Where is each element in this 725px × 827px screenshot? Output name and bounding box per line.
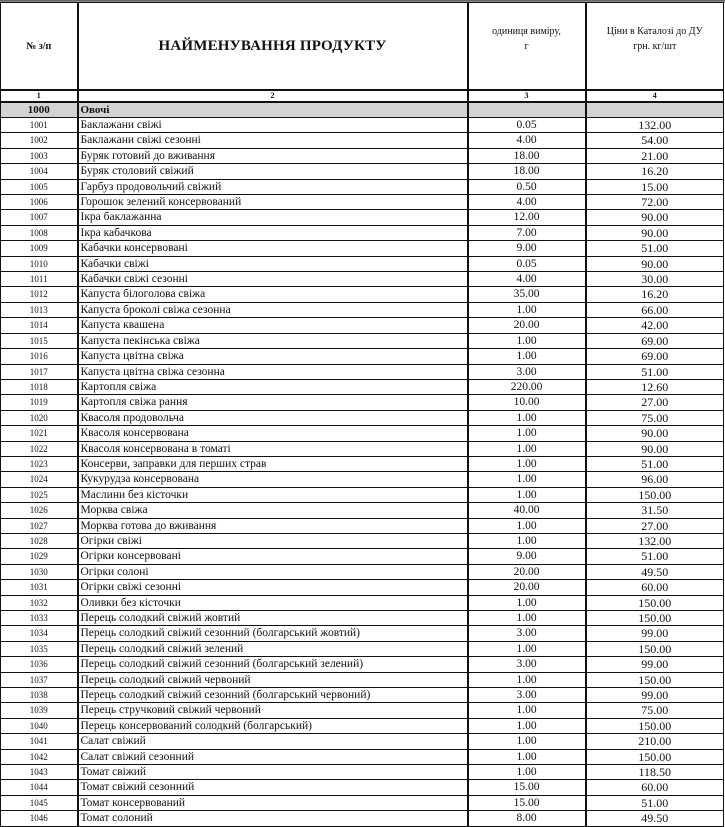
- table-row: [1, 225, 724, 240]
- unit-value: 0.05: [468, 118, 586, 133]
- row-number: 1033: [1, 611, 78, 626]
- unit-value: 1.00: [468, 611, 586, 626]
- unit-value: 18.00: [468, 148, 586, 163]
- table-row: [1, 456, 724, 471]
- product-name: Огірки консервовані: [78, 549, 468, 564]
- unit-value: 1.00: [468, 718, 586, 733]
- product-name: Перець стручковий свіжий червоний: [78, 703, 468, 718]
- table-row: [1, 287, 724, 302]
- product-name: Буряк готовий до вживання: [78, 148, 468, 163]
- table-row: [1, 148, 724, 163]
- unit-value: 1.00: [468, 734, 586, 749]
- table-row: [1, 241, 724, 256]
- product-name: Оливки без кісточки: [78, 595, 468, 610]
- product-name: Томат свіжий: [78, 765, 468, 780]
- product-name: Кабачки свіжі сезонні: [78, 272, 468, 287]
- price-value: 27.00: [586, 518, 724, 533]
- row-number: 1004: [1, 164, 78, 179]
- row-number: 1038: [1, 688, 78, 703]
- product-name: Капуста цвітна свіжа сезонна: [78, 364, 468, 379]
- row-number: 1043: [1, 765, 78, 780]
- price-value: 42.00: [586, 318, 724, 333]
- category-price-empty: [586, 102, 724, 118]
- product-name: Картопля свіжа рання: [78, 395, 468, 410]
- table-row: [1, 318, 724, 333]
- table-row: [1, 349, 724, 364]
- price-value: 99.00: [586, 626, 724, 641]
- row-number: 1022: [1, 441, 78, 456]
- row-number: 1011: [1, 272, 78, 287]
- row-number: 1019: [1, 395, 78, 410]
- price-value: 75.00: [586, 410, 724, 425]
- unit-value: 8.00: [468, 811, 586, 826]
- unit-value: 20.00: [468, 318, 586, 333]
- row-number: 1006: [1, 195, 78, 210]
- price-value: 51.00: [586, 795, 724, 810]
- price-value: 150.00: [586, 487, 724, 502]
- product-name: Маслини без кісточки: [78, 487, 468, 502]
- unit-value: 1.00: [468, 441, 586, 456]
- price-value: 66.00: [586, 302, 724, 317]
- row-number: 1017: [1, 364, 78, 379]
- unit-value: 3.00: [468, 364, 586, 379]
- column-number: 4: [586, 90, 724, 102]
- category-unit-empty: [468, 102, 586, 118]
- unit-value: 1.00: [468, 672, 586, 687]
- product-name: Картопля свіжа: [78, 379, 468, 394]
- unit-value: 1.00: [468, 472, 586, 487]
- unit-value: 1.00: [468, 641, 586, 656]
- product-name: Томат солоний: [78, 811, 468, 826]
- product-name: Квасоля консервована в томаті: [78, 441, 468, 456]
- table-row: [1, 703, 724, 718]
- unit-value: 3.00: [468, 657, 586, 672]
- product-name: Салат свіжий: [78, 734, 468, 749]
- table-row: [1, 564, 724, 579]
- unit-value: 7.00: [468, 225, 586, 240]
- product-name: Перець солодкий свіжий зелений: [78, 641, 468, 656]
- product-name: Квасоля продовольча: [78, 410, 468, 425]
- unit-value: 1.00: [468, 426, 586, 441]
- unit-value: 3.00: [468, 688, 586, 703]
- price-value: 96.00: [586, 472, 724, 487]
- table-row: [1, 718, 724, 733]
- table-row: [1, 164, 724, 179]
- table-row: [1, 780, 724, 795]
- unit-value: 1.00: [468, 456, 586, 471]
- unit-value: 1.00: [468, 533, 586, 548]
- row-number: 1041: [1, 734, 78, 749]
- column-number: 1: [1, 90, 78, 102]
- price-value: 150.00: [586, 641, 724, 656]
- table-row: [1, 487, 724, 502]
- row-number: 1008: [1, 225, 78, 240]
- row-number: 1005: [1, 179, 78, 194]
- table-row: [1, 133, 724, 148]
- price-value: 90.00: [586, 256, 724, 271]
- table-row: [1, 641, 724, 656]
- row-number: 1042: [1, 749, 78, 764]
- category-name: Овочі: [78, 102, 468, 118]
- table-row: [1, 503, 724, 518]
- price-value: 15.00: [586, 179, 724, 194]
- product-name: Перець консервований солодкий (болгарський): [78, 718, 468, 733]
- table-row: [1, 533, 724, 548]
- unit-value: 1.00: [468, 703, 586, 718]
- price-value: 54.00: [586, 133, 724, 148]
- unit-value: 1.00: [468, 765, 586, 780]
- product-name: Кукурудза консервована: [78, 472, 468, 487]
- row-number: 1003: [1, 148, 78, 163]
- unit-value: 3.00: [468, 626, 586, 641]
- table-row: [1, 379, 724, 394]
- header-number: № з/п: [1, 3, 78, 91]
- price-value: 51.00: [586, 549, 724, 564]
- unit-value: 20.00: [468, 580, 586, 595]
- table-row: [1, 549, 724, 564]
- table-row: [1, 395, 724, 410]
- table-row: [1, 611, 724, 626]
- row-number: 1023: [1, 456, 78, 471]
- price-value: 132.00: [586, 118, 724, 133]
- row-number: 1024: [1, 472, 78, 487]
- price-value: 60.00: [586, 780, 724, 795]
- table-row: [1, 765, 724, 780]
- product-name: Баклажани свіжі сезонні: [78, 133, 468, 148]
- price-value: 60.00: [586, 580, 724, 595]
- price-value: 150.00: [586, 611, 724, 626]
- table-row: [1, 118, 724, 133]
- product-name: Морква свіжа: [78, 503, 468, 518]
- unit-value: 1.00: [468, 595, 586, 610]
- unit-value: 0.50: [468, 179, 586, 194]
- row-number: 1040: [1, 718, 78, 733]
- row-number: 1014: [1, 318, 78, 333]
- table-row: [1, 210, 724, 225]
- column-number: 3: [468, 90, 586, 102]
- table-row: [1, 688, 724, 703]
- price-value: 12.60: [586, 379, 724, 394]
- row-number: 1039: [1, 703, 78, 718]
- price-value: 150.00: [586, 718, 724, 733]
- price-value: 210.00: [586, 734, 724, 749]
- row-number: 1025: [1, 487, 78, 502]
- row-number: 1010: [1, 256, 78, 271]
- unit-value: 1.00: [468, 749, 586, 764]
- price-value: 51.00: [586, 241, 724, 256]
- product-name: Горошок зелений консервований: [78, 195, 468, 210]
- row-number: 1001: [1, 118, 78, 133]
- row-number: 1020: [1, 410, 78, 425]
- unit-value: 1.00: [468, 333, 586, 348]
- product-name: Гарбуз продовольчий свіжий: [78, 179, 468, 194]
- unit-value: 0.05: [468, 256, 586, 271]
- price-value: 150.00: [586, 672, 724, 687]
- row-number: 1044: [1, 780, 78, 795]
- row-number: 1029: [1, 549, 78, 564]
- product-name: Перець солодкий свіжий сезонний (болгарський зелений): [78, 657, 468, 672]
- price-value: 49.50: [586, 811, 724, 826]
- row-number: 1034: [1, 626, 78, 641]
- row-number: 1031: [1, 580, 78, 595]
- product-name: Огірки солоні: [78, 564, 468, 579]
- price-value: 51.00: [586, 456, 724, 471]
- price-value: 69.00: [586, 349, 724, 364]
- unit-value: 20.00: [468, 564, 586, 579]
- table-row: [1, 795, 724, 810]
- column-number: 2: [78, 90, 468, 102]
- unit-value: 4.00: [468, 195, 586, 210]
- table-row: [1, 672, 724, 687]
- price-value: 31.50: [586, 503, 724, 518]
- row-number: 1046: [1, 811, 78, 826]
- product-name: Квасоля консервована: [78, 426, 468, 441]
- table-row: [1, 410, 724, 425]
- row-number: 1045: [1, 795, 78, 810]
- product-name: Буряк столовий свіжий: [78, 164, 468, 179]
- unit-value: 15.00: [468, 780, 586, 795]
- row-number: 1009: [1, 241, 78, 256]
- unit-value: 1.00: [468, 302, 586, 317]
- price-value: 150.00: [586, 749, 724, 764]
- price-value: 21.00: [586, 148, 724, 163]
- table-row: [1, 195, 724, 210]
- table-row: [1, 256, 724, 271]
- row-number: 1037: [1, 672, 78, 687]
- row-number: 1026: [1, 503, 78, 518]
- product-name: Перець солодкий свіжий сезонний (болгарський червоний): [78, 688, 468, 703]
- price-value: 16.20: [586, 287, 724, 302]
- product-name: Салат свіжий сезонний: [78, 749, 468, 764]
- header-unit: [468, 3, 586, 91]
- row-number: 1018: [1, 379, 78, 394]
- table-row: [1, 302, 724, 317]
- unit-value: 10.00: [468, 395, 586, 410]
- product-name: Ікра баклажанна: [78, 210, 468, 225]
- unit-value: 9.00: [468, 549, 586, 564]
- price-value: 132.00: [586, 533, 724, 548]
- price-value: 99.00: [586, 657, 724, 672]
- table-row: [1, 333, 724, 348]
- row-number: 1002: [1, 133, 78, 148]
- row-number: 1035: [1, 641, 78, 656]
- header-unit-line2: г: [524, 41, 529, 52]
- product-name: Томат консервований: [78, 795, 468, 810]
- row-number: 1012: [1, 287, 78, 302]
- price-value: 118.50: [586, 765, 724, 780]
- header-price-line2: грн. кг/шт: [633, 41, 677, 52]
- unit-value: 12.00: [468, 210, 586, 225]
- product-name: Перець солодкий свіжий сезонний (болгарський жовтий): [78, 626, 468, 641]
- product-name: Огірки свіжі: [78, 533, 468, 548]
- category-code: 1000: [1, 102, 78, 118]
- price-value: 30.00: [586, 272, 724, 287]
- row-number: 1028: [1, 533, 78, 548]
- category-row: [1, 102, 724, 118]
- product-name: Кабачки консервовані: [78, 241, 468, 256]
- price-value: 69.00: [586, 333, 724, 348]
- price-value: 16.20: [586, 164, 724, 179]
- price-value: 99.00: [586, 688, 724, 703]
- product-name: Капуста цвітна свіжа: [78, 349, 468, 364]
- product-name: Капуста пекінська свіжа: [78, 333, 468, 348]
- header-unit-line1: одиниця виміру,: [492, 26, 561, 37]
- price-table: [0, 2, 724, 827]
- unit-value: 1.00: [468, 410, 586, 425]
- product-name: Ікра кабачкова: [78, 225, 468, 240]
- unit-value: 4.00: [468, 272, 586, 287]
- unit-value: 9.00: [468, 241, 586, 256]
- table-row: [1, 441, 724, 456]
- row-number: 1032: [1, 595, 78, 610]
- unit-value: 1.00: [468, 487, 586, 502]
- row-number: 1016: [1, 349, 78, 364]
- header-price: [586, 3, 724, 91]
- column-number-row: [1, 90, 724, 102]
- product-name: Капуста броколі свіжа сезонна: [78, 302, 468, 317]
- table-row: [1, 734, 724, 749]
- unit-value: 35.00: [468, 287, 586, 302]
- price-value: 27.00: [586, 395, 724, 410]
- price-value: 51.00: [586, 364, 724, 379]
- product-name: Перець солодкий свіжий червоний: [78, 672, 468, 687]
- product-name: Морква готова до вживання: [78, 518, 468, 533]
- row-number: 1021: [1, 426, 78, 441]
- table-row: [1, 595, 724, 610]
- row-number: 1013: [1, 302, 78, 317]
- price-value: 150.00: [586, 595, 724, 610]
- product-name: Консерви, заправки для перших страв: [78, 456, 468, 471]
- price-value: 90.00: [586, 441, 724, 456]
- unit-value: 220.00: [468, 379, 586, 394]
- table-row: [1, 472, 724, 487]
- row-number: 1027: [1, 518, 78, 533]
- price-value: 90.00: [586, 426, 724, 441]
- price-value: 75.00: [586, 703, 724, 718]
- table-row: [1, 749, 724, 764]
- unit-value: 18.00: [468, 164, 586, 179]
- table-row: [1, 626, 724, 641]
- row-number: 1030: [1, 564, 78, 579]
- product-name: Баклажани свіжі: [78, 118, 468, 133]
- price-value: 49.50: [586, 564, 724, 579]
- product-name: Огірки свіжі сезонні: [78, 580, 468, 595]
- product-name: Капуста білоголова свіжа: [78, 287, 468, 302]
- table-row: [1, 179, 724, 194]
- price-value: 90.00: [586, 210, 724, 225]
- product-name: Капуста квашена: [78, 318, 468, 333]
- row-number: 1007: [1, 210, 78, 225]
- product-name: Томат свіжий сезонний: [78, 780, 468, 795]
- row-number: 1036: [1, 657, 78, 672]
- price-value: 72.00: [586, 195, 724, 210]
- unit-value: 1.00: [468, 518, 586, 533]
- unit-value: 4.00: [468, 133, 586, 148]
- table-row: [1, 580, 724, 595]
- row-number: 1015: [1, 333, 78, 348]
- table-row: [1, 518, 724, 533]
- product-name: Перець солодкий свіжий жовтий: [78, 611, 468, 626]
- header-price-line1: Ціни в Каталозі до ДУ: [606, 26, 703, 37]
- price-value: 90.00: [586, 225, 724, 240]
- table-row: [1, 272, 724, 287]
- unit-value: 40.00: [468, 503, 586, 518]
- table-row: [1, 657, 724, 672]
- header-product-name: НАЙМЕНУВАННЯ ПРОДУКТУ: [78, 3, 468, 91]
- table-row: [1, 426, 724, 441]
- product-name: Кабачки свіжі: [78, 256, 468, 271]
- table-row: [1, 364, 724, 379]
- table-header-row: [1, 3, 724, 91]
- unit-value: 15.00: [468, 795, 586, 810]
- unit-value: 1.00: [468, 349, 586, 364]
